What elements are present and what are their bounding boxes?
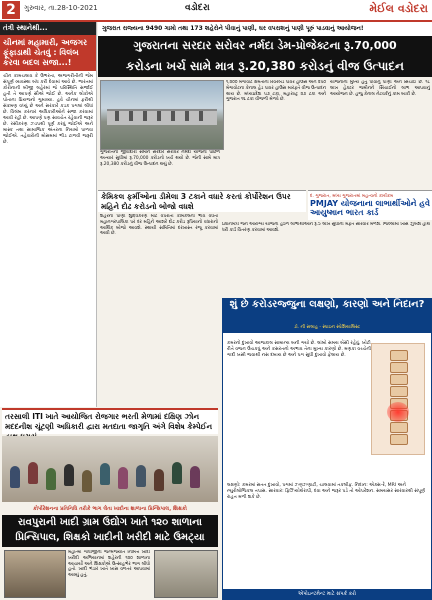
vertebra xyxy=(390,386,408,397)
editorial-kicker: તંત્રી સ્થાનેથી... xyxy=(0,22,96,35)
khadi-photo-right xyxy=(154,550,218,598)
person-figure xyxy=(154,469,164,491)
vertebra xyxy=(390,350,408,361)
lead-headline-line1: ગુજરાતના સરદાર સરોવર નર્મદા ડેમ-પ્રોજેક્ટના રૂ.70,000 xyxy=(98,36,432,55)
chemical-story-body: શહેરના પાણી શુદ્ધિકરણ માટે વપરાતા કેમિકલના ભાવ વધતાં મહાનગરપાલિકા પર દર મહિને આશરે દોઢ કરોડ રૂપિયાનો વધારાનો આર્થિક બોજો આવશે. સ્થાયી સમિતિમાં દરખાસ્ત રજૂ કરવામાં આવી છે. xyxy=(100,214,218,237)
khadi-headline: રાવપુરાની ખાદી ગ્રામ ઉદ્યોગ ખાતે ૧૨૦ શાળાના પ્રિન્સિપાલ, શિક્ષકો ખાદીની ખરીદી માટે ઉમટ્યા xyxy=(2,515,218,547)
lead-body-mid: ૧,૨૦૦ મેગાવોટ ક્ષમતાના રિવરબેડ પાવર હાઉસ અને ૨૫૦ મેગાવોટના કેનાલ હેડ પાવર હાઉસ મારફતે વીજ ઉત્પાદન થાય છે. મધ્યપ્રદેશ ૫૭ ટકા, મહારાષ્ટ્ર ૨૭ ટકા અને ગુજરાત ૧૬ ટકા વીજળી મેળવે છે. xyxy=(226,80,326,103)
lead-headline-line2: કરોડના ખર્ચ સામે માત્ર રૂ.20,380 કરોડનું વીજ ઉત્પાદન xyxy=(98,55,432,77)
dam-gate xyxy=(115,111,119,121)
khadi-body: મહાત્મા ગાંધીજીની જન્મજયંતિ નિમિત્તે ખાદી ખરીદી અભિયાનમાં શહેરની ૧૨૦ શાળાના આચાર્યો અને શિક્ષકોએ ઉત્સાહભેર ભાગ લીધો હતો. ખાદી ભંડાર ખાતે ખાસ વળતર આપવામાં આવ્યું હતું. xyxy=(68,550,150,579)
dam-gate xyxy=(143,111,147,121)
issue-date: ગુરુવાર, તા.28-10-2021 xyxy=(24,4,98,12)
person-figure xyxy=(136,465,146,487)
newspaper-brand: મેઈલ વડોદરા xyxy=(369,2,428,15)
spine-ad xyxy=(222,332,432,600)
person-figure xyxy=(190,466,200,488)
iti-story-headline: તરસાલી ITI ખાતે આયોજિત રોજગાર ભરતી મેળામાં દક્ષિણ ઝોન મદદનીશ ચૂંટણી અધિકારી દ્વારા મતદાતા જાગૃતિ અંગે વિશેષ કેમ્પેઈન xyxy=(2,408,218,434)
pmjay-headline: PMJAY યોજનાના લાભાર્થીઓને હવે આયુષ્માન ભારત કાર્ડ xyxy=(310,199,430,217)
editorial-headline: ચીનમાં મહામારી, અજગર ફૂંફાડાથી ચેતવું : વિલંબ કરવા બદલ સજા...! xyxy=(0,35,96,71)
pmjay-body: પ્રધાનમંત્રી જન આરોગ્ય યોજના હેઠળ લાભાર્થીઓને રૂ.5 લાખ સુધીની મફત સારવાર મળશે. જિલ્લામાં ખાસ ઝુંબેશ હાથ ધરી કાર્ડ વિતરણ કરવામાં આવશે. xyxy=(222,222,430,233)
chemical-story-headline: કેમિકલ ફર્મીઓના ડીમેલા 3 ટકાને વધારે કરતાં કોર્પોરેશન ઉપર મહિને દોઢ કરોડનો બોજો વધશે xyxy=(98,190,306,212)
spine-illustration xyxy=(371,343,425,455)
job-fair-photo xyxy=(2,436,218,502)
vertebra xyxy=(390,434,408,445)
person-figure xyxy=(46,468,56,490)
lead-banner: ગુજરાત રાજ્યના 9490 ગામો તથા 173 શહેરોને પીવાનું પાણી, ઘર વપરાશનું પાણી પૂરું પાડવાનું આયોજન! xyxy=(98,22,432,36)
dam-gate xyxy=(129,111,133,121)
person-figure xyxy=(82,470,92,492)
dam-gate xyxy=(157,111,161,121)
editorial-body: ચીન કામચલાવ કે ઉભરતા, અજગરીતીની જેમ સંપૂર્ણ વ્યવસ્થા બંધ કરી દેવામાં આવે છે. ભારતમાં કોરોનાની બીજી લહેરમાં જે પરિસ્થિતિ સર્જાઈ હતી તે આપણે સૌએ જોઈ છે. અનેક લોકોએ પોતાના પ્રિયજનો ગુમાવ્યા. હવે ચીનમાં ફરીથી સંક્રમણ વધ્યું છે અને સરકારે કડક પગલાં લીધાં છે. વિલંબ કરનાર અધિકારીઓને સજા કરવામાં આવી રહી છે. આપણે પણ સાવચેત રહેવાની જરૂર છે. રસીકરણ ઝડપથી પૂર્ણ કરવું જોઈએ અને માસ્ક તથા સામાજિક અંતરના નિયમો પાળવા જોઈએ. તહેવારોની મોસમમાં ભીડ ટાળવી જરૂરી છે. xyxy=(3,74,93,145)
khadi-photo-left xyxy=(4,550,66,598)
dam-photo xyxy=(100,80,224,150)
pmjay-header xyxy=(308,190,432,220)
pain-highlight xyxy=(387,402,409,422)
edition-city: વડોદરા xyxy=(185,3,210,13)
spine-ad-subtitle: ડૉ. ની સલાહ - સ્પાઇન સ્પેશિયાલિસ્ટ xyxy=(222,324,432,332)
person-figure xyxy=(172,462,182,484)
person-figure xyxy=(28,462,38,484)
dam-gate xyxy=(171,111,175,121)
page-number: 2 xyxy=(2,1,20,19)
editorial-column xyxy=(0,22,97,407)
person-figure xyxy=(118,467,128,489)
khadi-kicker: કોર્પોરેશનના પ્રતિનિધિ તરીકે ભાગ લેતા ખાદીના શાળાના પ્રિન્સિપાલ, શિક્ષકો xyxy=(33,506,187,512)
lead-body-left: ગુજરાતની જીવાદોરી સમાન સરદાર સરોવર નર્મદા યોજના પાછળ અત્યાર સુધીમાં રૂ.70,000 કરોડનો ખર્ચ થયો છે. જેની સામે માત્ર રૂ.20,380 કરોડનું વીજ ઉત્પાદન થયું છે. xyxy=(100,150,220,167)
spine-ad-text-2: લક્ષણો: કમરમાં સતત દુખાવો, પગમાં ઝણઝણાટી, ચાલવામાં તકલીફ. નિદાન: એક્સ-રે, MRI અને ન્યુરોલોજિકલ તપાસ. સારવાર: ફિઝિયોથેરાપી, દવા અને જરૂર પડે તો ઓપરેશન. સમયસર સારવારથી સંપૂર્ણ રાહત મળી શકે છે. xyxy=(227,483,425,501)
spine-ad-footer: એપોઇન્ટમેન્ટ માટે સંપર્ક કરો xyxy=(223,589,431,599)
dam-gate xyxy=(185,111,189,121)
dam-gate xyxy=(199,111,203,121)
person-figure xyxy=(100,463,110,485)
lead-body-right: યોજનાનો મુખ્ય હેતુ પીવાનું પાણી અને સિંચાઈ છે. ૧૮ લાખ હેક્ટર જમીનને સિંચાઈનો લાભ આપવાનું આયોજન છે. હજુ કેનાલ નેટવર્કનું કામ બાકી છે. xyxy=(330,80,430,97)
vertebra xyxy=(390,362,408,373)
person-figure xyxy=(10,466,20,488)
masthead xyxy=(0,0,432,22)
pmjay-kicker: દ. ગુજરાત, મધ્ય ગુજરાતમાં મહત્વનો કાર્યક્રમ xyxy=(310,194,394,199)
spine-ad-title: શું છે કરોડરજ્જુના લક્ષણો, કારણો અને નિદાન? xyxy=(222,298,432,324)
spine-ad-text-1: કમરનો દુખાવો આજકાલ સામાન્ય બની ગયો છે. લાંબો સમય બેસી રહેવું, ખોટી રીતે વજન ઉંચકવું અને કસરતનો અભાવ તેના મુખ્ય કારણો છે. મણકા વચ્ચેની ગાદી ખસી જવાથી નસ દબાય છે અને પગ સુધી દુખાવો ફેલાય છે. xyxy=(227,341,372,359)
person-figure xyxy=(64,464,74,486)
vertebra xyxy=(390,422,408,433)
vertebra xyxy=(390,374,408,385)
